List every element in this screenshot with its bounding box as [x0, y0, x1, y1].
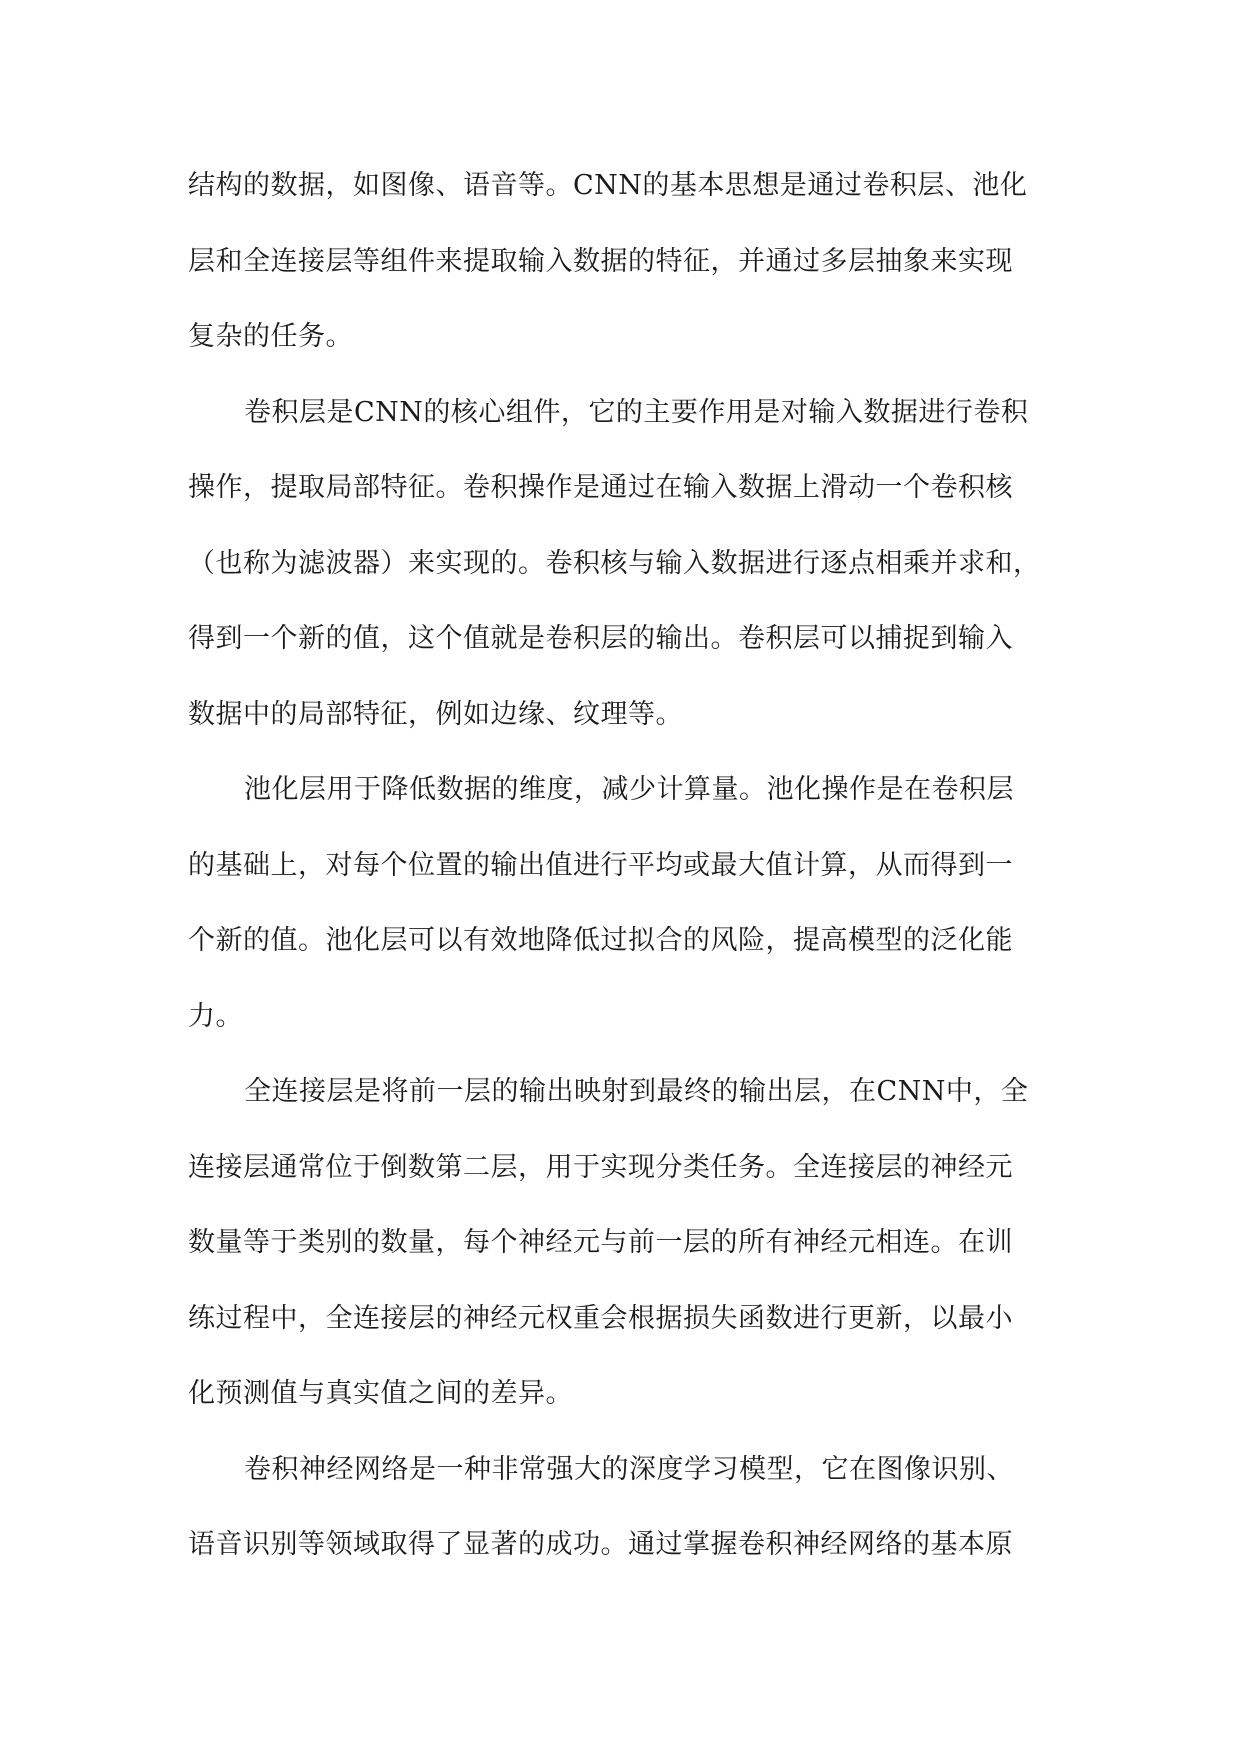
text-line-12: 力。 — [188, 1000, 243, 1032]
text-line-10: 的基础上，对每个位置的输出值进行平均或最大值计算，从而得到一 — [188, 849, 1013, 881]
text-line-15: 数量等于类别的数量，每个神经元与前一层的所有神经元相连。在训 — [188, 1227, 1013, 1258]
text-line-13: 全连接层是将前一层的输出映射到最终的输出层，在CNN中，全 — [244, 1076, 1029, 1107]
text-line-9: 池化层用于降低数据的维度，减少计算量。池化操作是在卷积层 — [244, 774, 1014, 805]
text-line-7: 得到一个新的值，这个值就是卷积层的输出。卷积层可以捕捉到输入 — [188, 623, 1013, 654]
text-line-4: 卷积层是CNN的核心组件，它的主要作用是对输入数据进行卷积 — [244, 396, 1029, 428]
body-text — [188, 148, 1058, 1583]
text-line-14: 连接层通常位于倒数第二层，用于实现分类任务。全连接层的神经元 — [188, 1151, 1013, 1183]
text-line-8: 数据中的局部特征，例如边缘、纹理等。 — [188, 698, 683, 730]
text-line-1: 结构的数据，如图像、语音等。CNN的基本思想是通过卷积层、池化 — [188, 170, 1028, 201]
text-line-18: 卷积神经网络是一种非常强大的深度学习模型，它在图像识别、 — [244, 1453, 1014, 1485]
text-line-17: 化预测值与真实值之间的差异。 — [188, 1378, 573, 1409]
text-line-2: 层和全连接层等组件来提取输入数据的特征，并通过多层抽象来实现 — [188, 245, 1013, 277]
text-line-11: 个新的值。池化层可以有效地降低过拟合的风险，提高模型的泛化能 — [188, 925, 1013, 956]
text-line-6: （也称为滤波器）来实现的。卷积核与输入数据进行逐点相乘并求和， — [188, 547, 1041, 579]
text-line-3: 复杂的任务。 — [188, 321, 353, 352]
text-line-16: 练过程中，全连接层的神经元权重会根据损失函数进行更新，以最小 — [188, 1302, 1013, 1334]
text-line-5: 操作，提取局部特征。卷积操作是通过在输入数据上滑动一个卷积核 — [188, 472, 1013, 503]
text-line-19: 语音识别等领域取得了显著的成功。通过掌握卷积神经网络的基本原 — [188, 1529, 1013, 1560]
